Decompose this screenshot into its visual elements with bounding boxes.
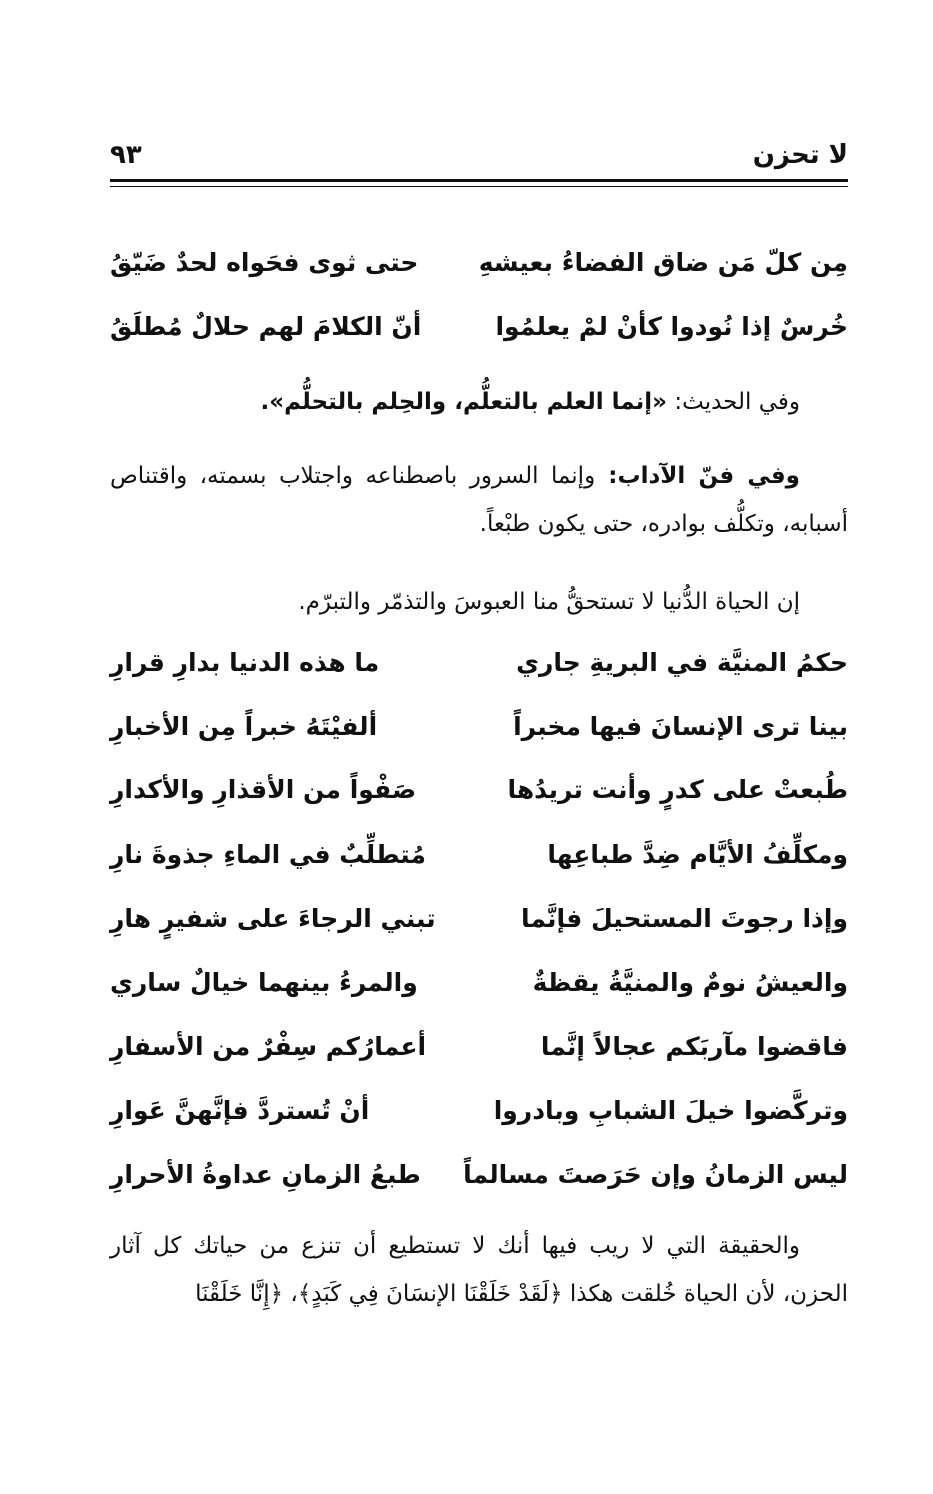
verse-second-hemistich: حتى ثوى فحَواه لحدٌ ضَيّقُ xyxy=(110,248,419,277)
page-header xyxy=(110,138,848,178)
verse-first-hemistich: وإذا رجوتَ المستحيلَ فإنَّما xyxy=(520,904,848,933)
paragraph-final: والحقيقة التي لا ريب فيها أنك لا تستطيع أن تنزع من حياتك كل آثار الحزن، لأن الحياة خُلقت هكذا ﴿لَقَدْ خَلَقْنَا الإنسَانَ فِي كَبَدٍ﴾، ﴿إِنَّا خَلَقْنَا xyxy=(110,1233,848,1307)
verse-first-hemistich: خُرسٌ إذا نُودوا كأنْ لمْ يعلمُوا xyxy=(495,312,848,341)
adab-prefix: وفي فنّ الآداب: xyxy=(595,463,800,489)
verse xyxy=(110,700,848,760)
adab-text: وإنما السرور باصطناعه واجتلاب بسمته، واقتناص أسبابه، وتكلُّف بوادره، حتى يكون طبْعاً. xyxy=(110,463,848,537)
verse-first-hemistich: ومكلِّفُ الأيَّام ضِدَّ طباعِها xyxy=(547,840,848,869)
paragraph-hadith xyxy=(110,378,848,426)
verse-first-hemistich: مِن كلّ مَن ضاق الفضاءُ بعيشهِ xyxy=(478,248,848,277)
verse-second-hemistich: أعمارُكم سِفْرٌ من الأسفارِ xyxy=(110,1032,427,1061)
verse-second-hemistich: صَفْواً من الأقذارِ والأكدارِ xyxy=(110,775,417,804)
verse xyxy=(110,636,848,696)
verse xyxy=(110,300,848,360)
verse-first-hemistich: حكمُ المنيَّة في البريةِ جاري xyxy=(516,648,848,677)
hadith-quote: «إنما العلم بالتعلُّم، والحِلم بالتحلُّم». xyxy=(260,389,668,415)
verse xyxy=(110,1084,848,1144)
verse-second-hemistich: طبعُ الزمانِ عداوةُ الأحرارِ xyxy=(110,1160,421,1189)
paragraph-life: إن الحياة الدُّنيا لا تستحقُّ منا العبوسَ والتذمّر والتبرّم. xyxy=(298,589,800,615)
verse xyxy=(110,956,848,1016)
verse xyxy=(110,892,848,952)
verse-second-hemistich: ألفيْتَهُ خبراً مِن الأخبارِ xyxy=(110,712,378,741)
header-rule-thick xyxy=(110,179,848,182)
verse-first-hemistich: وتركَّضوا خيلَ الشبابِ وبادروا xyxy=(493,1096,848,1125)
verse-second-hemistich: مُتطلِّبٌ في الماءِ جذوةَ نارِ xyxy=(110,840,426,869)
paragraph-adab xyxy=(110,452,848,548)
verse xyxy=(110,763,848,823)
book-title: لا تحزن xyxy=(752,140,848,170)
verse xyxy=(110,828,848,888)
page-number: ٩٣ xyxy=(110,140,142,170)
verse-second-hemistich: ما هذه الدنيا بدارِ قرارِ xyxy=(110,648,380,677)
verse-first-hemistich: بينا ترى الإنسانَ فيها مخبراً xyxy=(513,712,848,741)
verse-first-hemistich: فاقضوا مآربَكم عجالاً إنَّما xyxy=(540,1032,848,1061)
verse-second-hemistich: والمرءُ بينهما خيالٌ ساري xyxy=(110,968,418,997)
verse xyxy=(110,1148,848,1208)
hadith-prefix: وفي الحديث: xyxy=(667,389,800,415)
verse-second-hemistich: أنْ تُستردَّ فإنَّهنَّ عَوارِ xyxy=(110,1096,370,1125)
verse-first-hemistich: والعيشُ نومٌ والمنيَّةُ يقظةٌ xyxy=(532,968,848,997)
verse-first-hemistich: ليس الزمانُ وإن حَرَصتَ مسالماً xyxy=(463,1160,848,1189)
verse xyxy=(110,236,848,296)
verse xyxy=(110,1020,848,1080)
header-rule-thin xyxy=(110,186,848,187)
verse-second-hemistich: تبني الرجاءَ على شفيرٍ هارِ xyxy=(110,904,436,933)
verse-first-hemistich: طُبعتْ على كدرٍ وأنت تريدُها xyxy=(507,775,848,804)
verse-second-hemistich: أنّ الكلامَ لهم حلالٌ مُطلَقُ xyxy=(110,312,422,341)
